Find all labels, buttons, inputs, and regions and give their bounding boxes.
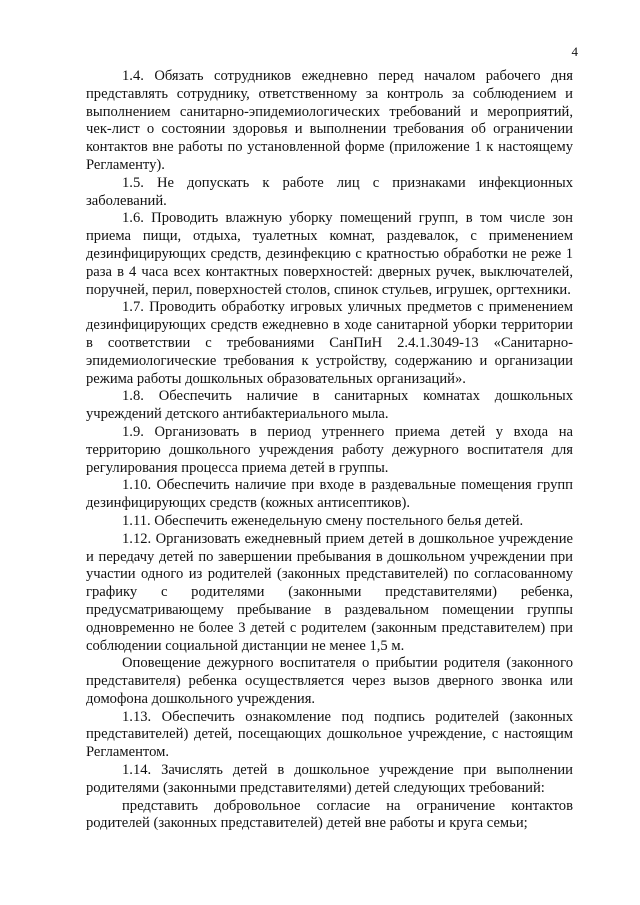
paragraph-1-4: 1.4. Обязать сотрудников ежедневно перед началом рабочего дня представлять сотруднику, ответственному за контроль за соблюдением и выполнением санитарно-эпидемиологических требований и мероприятий, чек-лист о состоянии здоровья и выполнении требования об ограничении контактов вне работы по установленной форме (приложение 1 к настоящему Регламенту). [86, 68, 573, 173]
paragraph-1-5: 1.5. Не допускать к работе лиц с признаками инфекционных заболеваний. [86, 174, 573, 209]
paragraph-1-12: 1.12. Организовать ежедневный прием детей в дошкольное учреждение и передачу детей по завершении пребывания в дошкольном учреждении при участии одного из родителей (законных представителей) по согласованному графику с родителями (законными представителями) ребенка, предусматривающему пребывание в раздевальном помещении группы одновременно не более 3 детей с родителем (законным представителем) при соблюдении социальной дистанции не менее 1,5 м. [86, 530, 573, 654]
paragraph-consent: представить добровольное согласие на ограничение контактов родителей (законных представителей) детей вне работы и круга семьи; [86, 797, 573, 832]
paragraph-1-6: 1.6. Проводить влажную уборку помещений групп, в том числе зон приема пищи, отдыха, туалетных комнат, раздевалок, с применением дезинфицирующих средств, дезинфекцию с кратностью обработки не реже 1 раза в 4 часа всех контактных поверхностей: дверных ручек, выключателей, поручней, перил, поверхностей столов, спинок стульев, игрушек, оргтехники. [86, 210, 573, 298]
paragraph-1-7: 1.7. Проводить обработку игровых уличных предметов с применением дезинфицирующих средств ежедневно в ходе санитарной уборки территории в соответствии с требованиями СанПиН 2.4.1.3049-13 «Санитарно-эпидемиологические требования к устройству, содержанию и организации режима работы дошкольных образовательных организаций». [86, 299, 573, 387]
paragraph-1-8: 1.8. Обеспечить наличие в санитарных комнатах дошкольных учреждений детского антибактериального мыла. [86, 388, 573, 423]
paragraph-1-10: 1.10. Обеспечить наличие при входе в раздевальные помещения групп дезинфицирующих средств (кожных антисептиков). [86, 477, 573, 512]
paragraph-1-9: 1.9. Организовать в период утреннего приема детей у входа на территорию дошкольного учреждения работу дежурного воспитателя для регулирования процесса приема детей в группы. [86, 423, 573, 476]
page-number: 4 [571, 44, 578, 59]
document-body [86, 68, 573, 833]
paragraph-notification: Оповещение дежурного воспитателя о прибытии родителя (законного представителя) ребенка осуществляется через вызов дверного звонка или домофона дошкольного учреждения. [86, 655, 573, 707]
paragraph-1-11: 1.11. Обеспечить еженедельную смену постельного белья детей. [122, 512, 524, 529]
paragraph-1-14: 1.14. Зачислять детей в дошкольное учреждение при выполнении родителями (законными представителями) детей следующих требований: [86, 762, 573, 796]
paragraph-1-13: 1.13. Обеспечить ознакомление под подпись родителей (законных представителей) детей, посещающих дошкольное учреждение, с настоящим Регламентом. [86, 708, 573, 761]
